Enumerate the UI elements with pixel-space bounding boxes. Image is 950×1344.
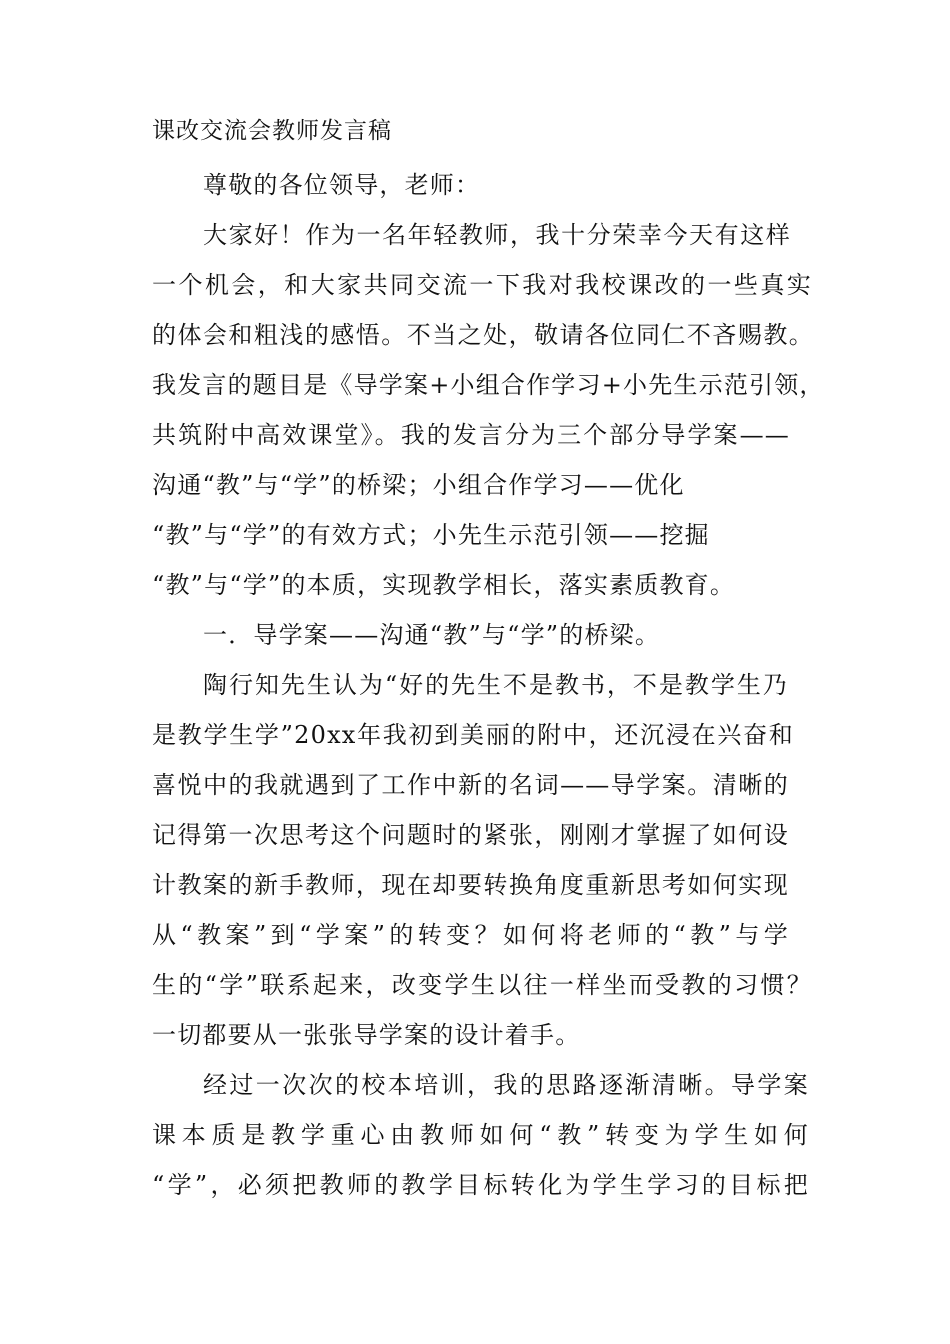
- paragraph-line: 生的“学”联系起来，改变学生以往一样坐而受教的习惯？: [152, 971, 812, 999]
- document-title: 课改交流会教师发言稿: [152, 118, 392, 144]
- paragraph-line: 计教案的新手教师，现在却要转换角度重新思考如何实现: [152, 871, 789, 899]
- paragraph-line: 从“教案”到“学案”的转变？如何将老师的“教”与学: [152, 921, 789, 949]
- paragraph-line: 经过一次次的校本培训，我的思路逐渐清晰。导学案: [203, 1071, 809, 1099]
- paragraph-line: 我发言的题目是《导学案+小组合作学习+小先生示范引领，: [152, 371, 825, 399]
- paragraph-line: 喜悦中的我就遇到了工作中新的名词——导学案。清晰的: [152, 771, 789, 799]
- paragraph-line: 沟通“教”与“学”的桥梁；小组合作学习——优化: [152, 471, 685, 499]
- paragraph-line: “学”，必须把教师的教学目标转化为学生学习的目标把: [152, 1171, 809, 1199]
- paragraph-line: 记得第一次思考这个问题时的紧张，刚刚才掌握了如何设: [152, 821, 789, 849]
- paragraph-line: 一个机会，和大家共同交流一下我对我校课改的一些真实: [152, 271, 812, 299]
- salutation: 尊敬的各位领导，老师：: [203, 171, 481, 199]
- paragraph-line: 大家好！作为一名年轻教师，我十分荣幸今天有这样: [203, 221, 791, 249]
- paragraph-line: 课本质是教学重心由教师如何“教”转变为学生如何: [152, 1121, 809, 1149]
- paragraph-line: 陶行知先生认为“好的先生不是教书，不是教学生乃: [203, 671, 788, 699]
- paragraph-line: 共筑附中高效课堂》。我的发言分为三个部分导学案——: [152, 421, 790, 449]
- paragraph-line: 是教学生学”20xx年我初到美丽的附中，还沉浸在兴奋和: [152, 721, 794, 749]
- paragraph-line: 一切都要从一张张导学案的设计着手。: [152, 1021, 581, 1049]
- section-heading: 一．导学案——沟通“教”与“学”的桥梁。: [203, 621, 661, 649]
- paragraph-line: 的体会和粗浅的感悟。不当之处，敬请各位同仁不吝赐教。: [152, 321, 814, 349]
- paragraph-line: “教”与“学”的有效方式；小先生示范引领——挖掘: [152, 521, 710, 549]
- paragraph-line: “教”与“学”的本质，实现教学相长，落实素质教育。: [152, 571, 736, 599]
